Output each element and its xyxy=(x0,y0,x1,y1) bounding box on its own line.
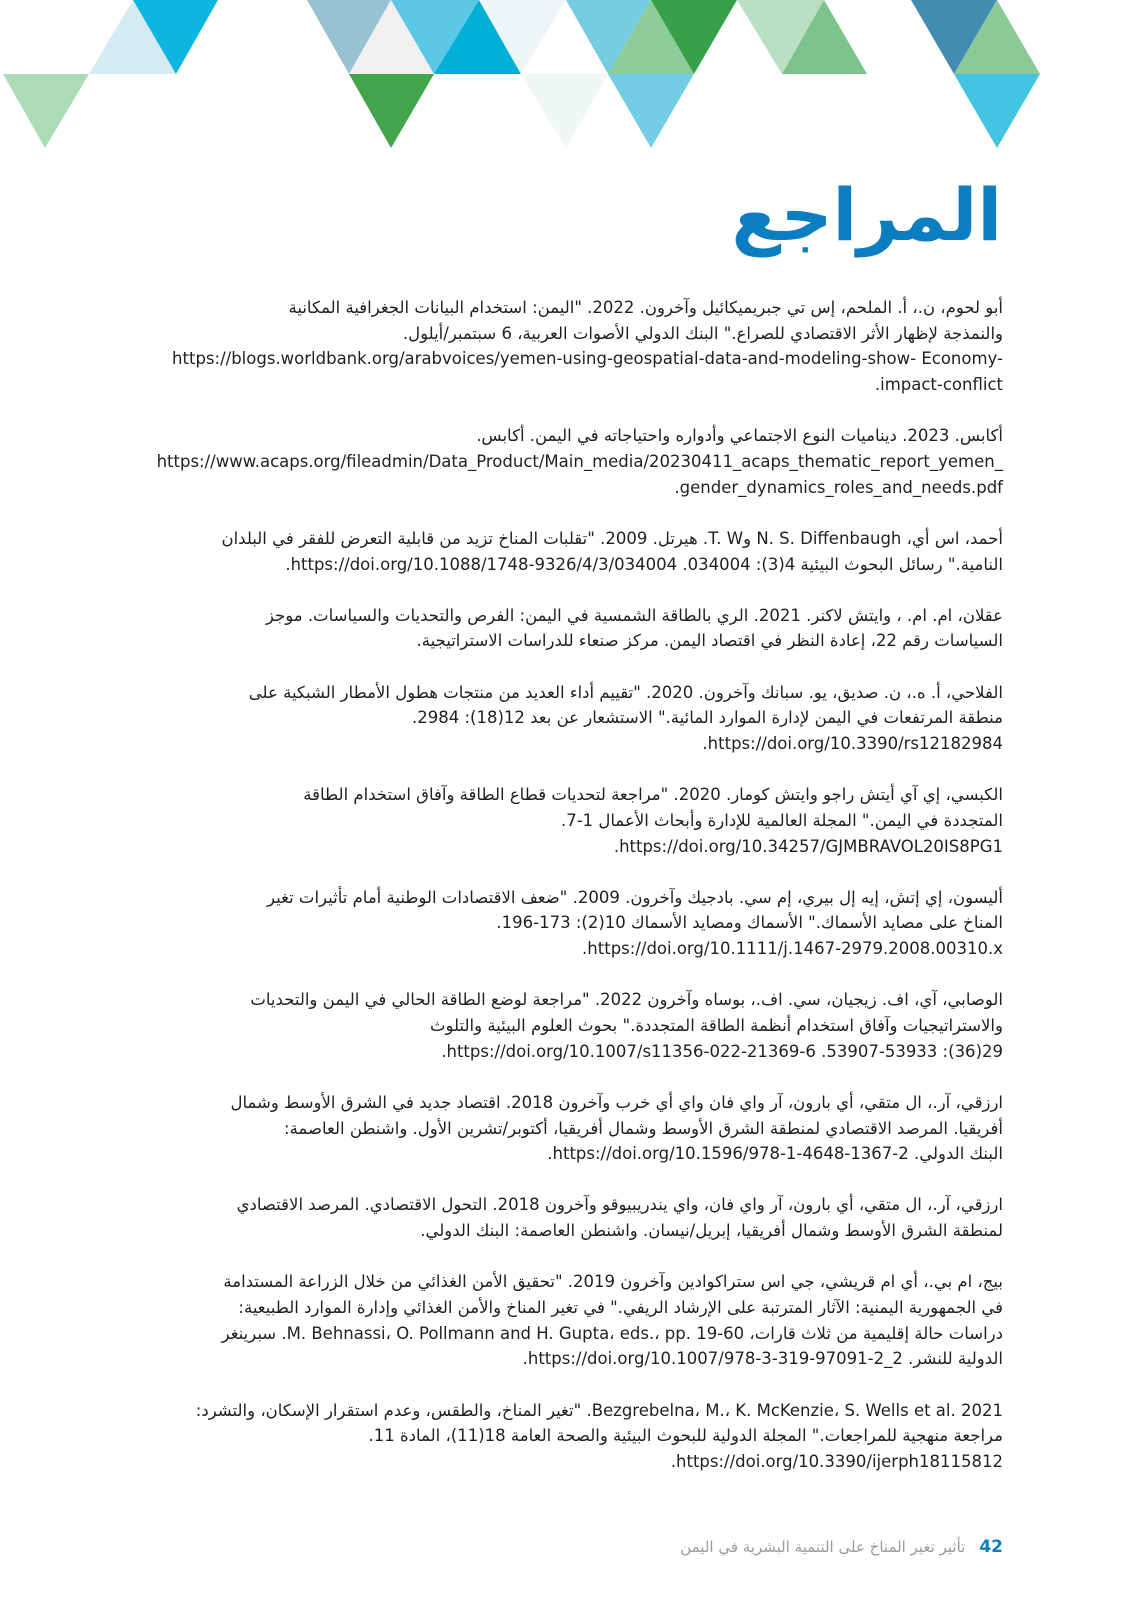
reference-entry xyxy=(103,1192,1003,1243)
reference-entry xyxy=(103,680,1003,757)
reference-line: عقلان، ام. ام. ، وايتش لاكنر. 2021. الري بالطاقة الشمسية في اليمن: الفرص والتحديات والسياسات. موجز xyxy=(265,605,1003,625)
triangle-shape xyxy=(349,74,434,148)
reference-line: أكابس. 2023. ديناميات النوع الاجتماعي وأدواره واحتياجاته في اليمن. أكابس. xyxy=(476,426,1003,446)
reference-line: في الجمهورية اليمنية: الآثار المترتبة على الإرشاد الريفي." في تغير المناخ والأمن الغذائي وإدارة الموارد الطبيعية: xyxy=(238,1297,1003,1317)
reference-line: والنمذجة لإظهار الأثر الاقتصادي للصراع." البنك الدولي الأصوات العربية، 6 سبتمبر/أيلول. xyxy=(402,323,1003,343)
reference-line: https://doi.org/10.3390/ijerph18115812. xyxy=(670,1451,1003,1471)
reference-line: https://doi.org/10.1111/j.1467-2979.2008.00310.x. xyxy=(582,939,1003,959)
reference-line: أبو لحوم، ن.، أ. الملحم، إس تي جبريميكائيل وآخرون. 2022. "اليمن: استخدام البيانات الجغرافية المكانية xyxy=(288,298,1003,317)
reference-line: https://doi.org/10.3390/rs12182984. xyxy=(702,733,1003,753)
triangle-shape xyxy=(608,74,694,148)
reference-line: لمنطقة الشرق الأوسط وشمال أفريقيا، إبريل/نيسان. واشنطن العاصمة: البنك الدولي. xyxy=(420,1221,1003,1241)
page-title: المراجع xyxy=(731,173,1002,257)
reference-line: مراجعة منهجية للمراجعات." المجلة الدولية للبحوث البيئية والصحة العامة 18(11)، المادة 11. xyxy=(368,1426,1003,1446)
reference-line: https://blogs.worldbank.org/arabvoices/yemen-using-geospatial-data-and-modeling-show- Economy- xyxy=(172,349,1003,369)
reference-entry xyxy=(103,1398,1003,1475)
reference-line: الكبسي، إي آي أيتش راجو وايتش كومار. 2020. "مراجعة لتحديات قطاع الطاقة وآفاق استخدام الطاقة xyxy=(303,785,1003,805)
reference-line: الوصابي، آي، اف. زيجيان، سي. اف.، بوساه وآخرون 2022. "مراجعة لوضع الطاقة الحالي في اليمن والتحديات xyxy=(250,990,1003,1010)
reference-line: https://www.acaps.org/fileadmin/Data_Product/Main_media/20230411_acaps_thematic_report_yemen_ xyxy=(156,451,1003,471)
reference-entry xyxy=(103,1090,1003,1167)
reference-line: ارزقي، آر.، ال متقي، أي بارون، آر واي فان واي أي خرب وآخرون 2018. اقتصاد جديد في الشرق الأوسط وشمال xyxy=(230,1092,1003,1112)
page-number: 42 xyxy=(979,1537,1003,1557)
reference-line: أحمد، اس أي، N. S. Diffenbaugh وT. W. هيرتل. 2009. "تقلبات المناخ تزيد من قابلية التعرض للفقر في البلدان xyxy=(221,528,1003,548)
reference-line: impact-conflict. xyxy=(874,375,1003,395)
reference-line: gender_dynamics_roles_and_needs.pdf. xyxy=(674,477,1003,497)
reference-line: البنك الدولي. https://doi.org/10.1596/978-1-4648-1367-2. xyxy=(547,1144,1003,1164)
reference-line: https://doi.org/10.34257/GJMBRAVOL20IS8PG1. xyxy=(613,836,1003,856)
reference-line: ارزقي، آر.، ال متقي، أي بارون، آر واي فان، واي يندريبيوقو وآخرون 2018. التحول الاقتصادي. المرصد الاقتصادي xyxy=(236,1195,1003,1215)
triangle-shape xyxy=(521,74,608,148)
reference-line: السياسات رقم 22، إعادة النظر في اقتصاد اليمن. مركز صنعاء للدراسات الاستراتيجية. xyxy=(416,631,1003,651)
reference-line: أليسون، إي إتش، إيه إل بيري، إم سي. بادجيك وآخرون. 2009. "ضعف الاقتصادات الوطنية أمام تأثيرات تغير xyxy=(267,887,1003,907)
decorative-triangle-banner xyxy=(0,0,1132,160)
reference-line: والاستراتيجيات وآفاق استخدام أنظمة الطاقة المتجددة." بحوث العلوم البيئية والتلوث xyxy=(430,1015,1003,1035)
triangle-shape xyxy=(3,74,89,148)
reference-line: منطقة المرتفعات في اليمن لإدارة الموارد المائية." الاستشعار عن بعد 12(18): 2984. xyxy=(411,708,1003,728)
reference-entry xyxy=(103,423,1003,500)
reference-entry xyxy=(103,603,1003,654)
reference-line: 29(36): 53907-53933. https://doi.org/10.1007/s11356-022-21369-6. xyxy=(441,1041,1003,1061)
reference-line: النامية." رسائل البحوث البيئية 4(3): 034004. https://doi.org/10.1088/1748-9326/4/3/034004. xyxy=(285,554,1003,574)
reference-line: الفلاحي، أ. ه.، ن. صديق، يو. سبانك وآخرون. 2020. "تقييم أداء العديد من منتجات هطول الأمطار الشبكية على xyxy=(248,682,1003,702)
reference-line: Bezgrebelna، M.، K. McKenzie، S. Wells et al. 2021. "تغير المناخ، والطقس، وعدم استقرار الإسكان، والتشرد: xyxy=(195,1400,1003,1420)
page-footer xyxy=(680,1537,1003,1557)
triangle-shape xyxy=(954,74,1040,148)
reference-line: بيج، ام بي.، أي ام قريشي، جي اس ستراكوادين وآخرون 2019. "تحقيق الأمن الغذائي من خلال الزراعة المستدامة xyxy=(223,1272,1003,1292)
reference-line: المتجددة في اليمن." المجلة العالمية للإدارة وأبحاث الأعمال 1-7. xyxy=(560,810,1003,830)
reference-line: أفريقيا. المرصد الاقتصادي لمنطقة الشرق الأوسط وشمال أفريقيا، أكتوبر/تشرين الأول. واشنطن العاصمة: xyxy=(284,1118,1003,1138)
reference-line: دراسات حالة إقليمية من ثلاث قارات، M. Behnassi، O. Pollmann and H. Gupta، eds.، pp. 19-60. سبرينغر xyxy=(221,1323,1003,1343)
reference-line: المناخ على مصايد الأسماك." الأسماك ومصايد الأسماك 10(2): 173-196. xyxy=(496,913,1003,933)
reference-entry xyxy=(103,1269,1003,1372)
reference-list xyxy=(103,295,1003,1500)
document-title: تأثير تغير المناخ على التنمية البشرية في اليمن xyxy=(680,1538,966,1556)
reference-entry xyxy=(103,885,1003,962)
reference-entry xyxy=(103,987,1003,1064)
reference-entry xyxy=(103,295,1003,398)
reference-entry xyxy=(103,782,1003,859)
reference-line: الدولية للنشر. https://doi.org/10.1007/978-3-319-97091-2_2. xyxy=(522,1349,1003,1369)
reference-entry xyxy=(103,526,1003,577)
